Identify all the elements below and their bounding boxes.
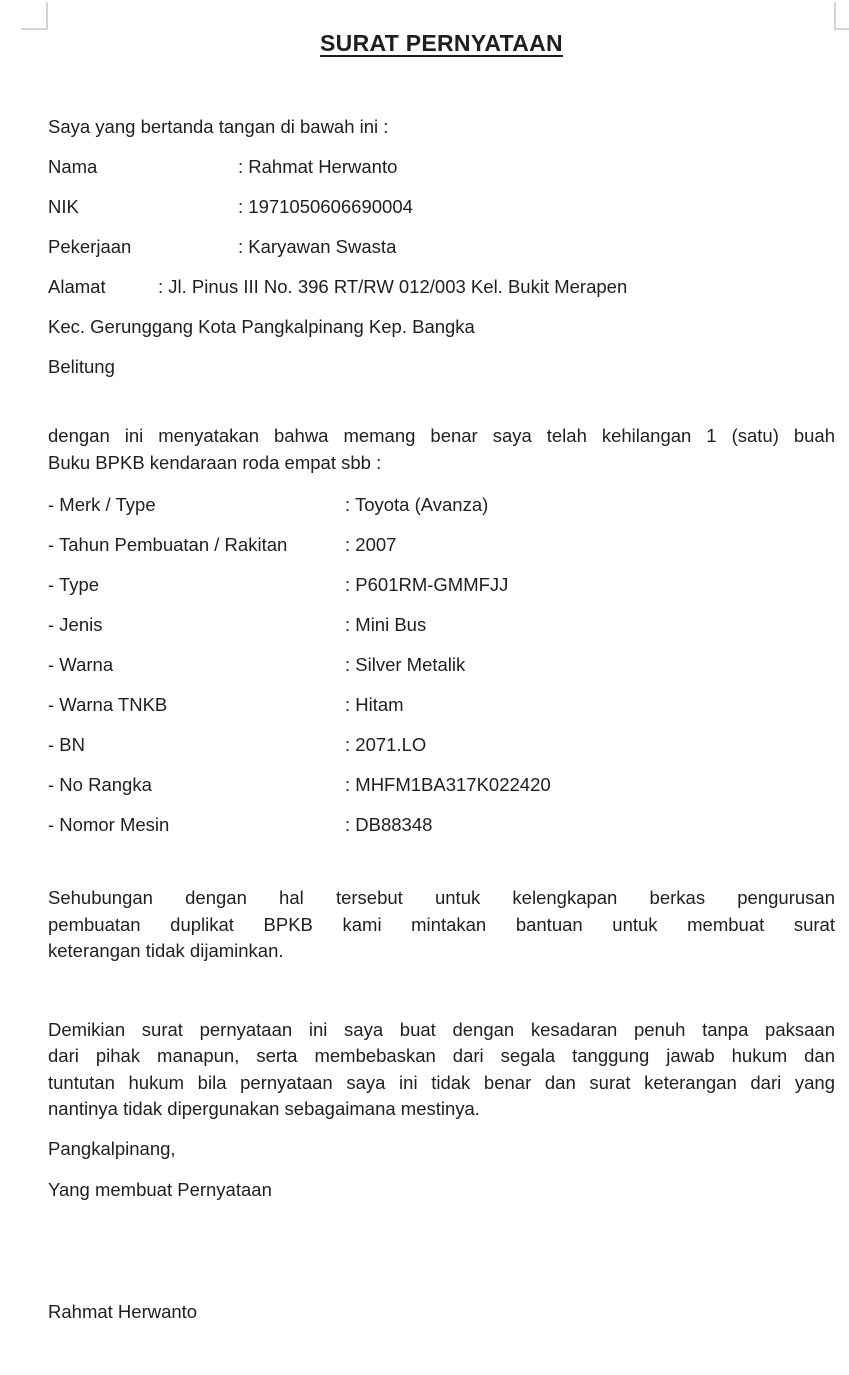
closing-1-line: keterangan tidak dijaminkan. bbox=[48, 940, 284, 961]
vehicle-value-nomor-mesin: : DB88348 bbox=[345, 814, 433, 835]
closing-2-line: tuntutan hukum bila pernyataan saya ini tidak benar dan surat keterangan dari yang bbox=[48, 1071, 835, 1093]
vehicle-value-tahun: : 2007 bbox=[345, 534, 397, 555]
signature-role: Yang membuat Pernyataan bbox=[48, 1178, 272, 1200]
vehicle-label-nomor-mesin: - Nomor Mesin bbox=[48, 814, 170, 835]
identity-value-alamat: : Jl. Pinus III No. 396 RT/RW 012/003 Kel. Bukit Merapen bbox=[158, 276, 628, 297]
vehicle-label-type: - Type bbox=[48, 574, 100, 595]
vehicle-row-warna-tnkb bbox=[48, 692, 835, 718]
statement-paragraph bbox=[48, 423, 835, 476]
vehicle-label-tahun: - Tahun Pembuatan / Rakitan bbox=[48, 534, 288, 555]
vehicle-value-warna: : Silver Metalik bbox=[345, 654, 466, 675]
vehicle-row-warna bbox=[48, 652, 835, 678]
vehicle-row-nomor-mesin bbox=[48, 812, 835, 838]
vehicle-label-warna-tnkb: - Warna TNKB bbox=[48, 694, 168, 715]
identity-label-alamat: Alamat bbox=[48, 276, 106, 297]
vehicle-label-jenis: - Jenis bbox=[48, 614, 103, 635]
identity-row-alamat bbox=[48, 274, 835, 300]
vehicle-label-merk-type: - Merk / Type bbox=[48, 494, 156, 515]
identity-row-pekerjaan bbox=[48, 234, 835, 260]
statement-line: Buku BPKB kendaraan roda empat sbb : bbox=[48, 451, 382, 473]
vehicle-row-type bbox=[48, 572, 835, 598]
identity-label-pekerjaan: Pekerjaan bbox=[48, 236, 132, 257]
vehicle-row-merk-type bbox=[48, 492, 835, 518]
closing-2-line: nantinya tidak dipergunakan sebagaimana mestinya. bbox=[48, 1098, 480, 1119]
signature-name: Rahmat Herwanto bbox=[48, 1300, 198, 1322]
closing-2-line: dari pihak manapun, serta membebaskan dari segala tanggung jawab hukum dan bbox=[48, 1045, 835, 1066]
intro-line: Saya yang bertanda tangan di bawah ini : bbox=[48, 116, 389, 137]
signature-place: Pangkalpinang, bbox=[48, 1137, 176, 1159]
vehicle-label-warna: - Warna bbox=[48, 654, 114, 675]
vehicle-label-no-rangka: - No Rangka bbox=[48, 774, 152, 795]
document-title: SURAT PERNYATAAN bbox=[320, 30, 563, 56]
identity-label-nik: NIK bbox=[48, 196, 79, 217]
vehicle-value-warna-tnkb: : Hitam bbox=[345, 694, 404, 715]
page-corner-mark-top-left bbox=[21, 2, 48, 30]
vehicle-value-jenis: : Mini Bus bbox=[345, 614, 427, 635]
vehicle-value-bn: : 2071.LO bbox=[345, 734, 427, 755]
closing-paragraph-1 bbox=[48, 885, 835, 965]
identity-value-nama: : Rahmat Herwanto bbox=[238, 156, 398, 177]
vehicle-value-merk-type: : Toyota (Avanza) bbox=[345, 494, 489, 515]
closing-2-line: Demikian surat pernyataan ini saya buat dengan kesadaran penuh tanpa paksaan bbox=[48, 1018, 835, 1040]
vehicle-row-no-rangka bbox=[48, 772, 835, 798]
vehicle-row-bn bbox=[48, 732, 835, 758]
closing-1-line: Sehubungan dengan hal tersebut untuk kelengkapan berkas pengurusan bbox=[48, 887, 835, 908]
vehicle-label-bn: - BN bbox=[48, 734, 85, 755]
vehicle-row-tahun bbox=[48, 532, 835, 558]
page-corner-mark-top-right bbox=[834, 2, 849, 30]
address-continuation-line-2: Belitung bbox=[48, 356, 115, 377]
statement-line: dengan ini menyatakan bahwa memang benar saya telah kehilangan 1 (satu) buah bbox=[48, 425, 835, 446]
vehicle-details-section bbox=[48, 492, 835, 838]
identity-row-nama bbox=[48, 154, 835, 180]
identity-row-nik bbox=[48, 194, 835, 220]
identity-label-nama: Nama bbox=[48, 156, 98, 177]
identity-section bbox=[48, 154, 835, 380]
vehicle-row-jenis bbox=[48, 612, 835, 638]
identity-value-pekerjaan: : Karyawan Swasta bbox=[238, 236, 397, 257]
vehicle-value-no-rangka: : MHFM1BA317K022420 bbox=[345, 774, 551, 795]
closing-paragraph-2 bbox=[48, 1017, 835, 1123]
address-continuation-line-1: Kec. Gerunggang Kota Pangkalpinang Kep. Bangka bbox=[48, 316, 475, 337]
closing-1-line: pembuatan duplikat BPKB kami mintakan bantuan untuk membuat surat bbox=[48, 913, 835, 935]
vehicle-value-type: : P601RM-GMMFJJ bbox=[345, 574, 509, 595]
identity-value-nik: : 1971050606690004 bbox=[238, 196, 413, 217]
